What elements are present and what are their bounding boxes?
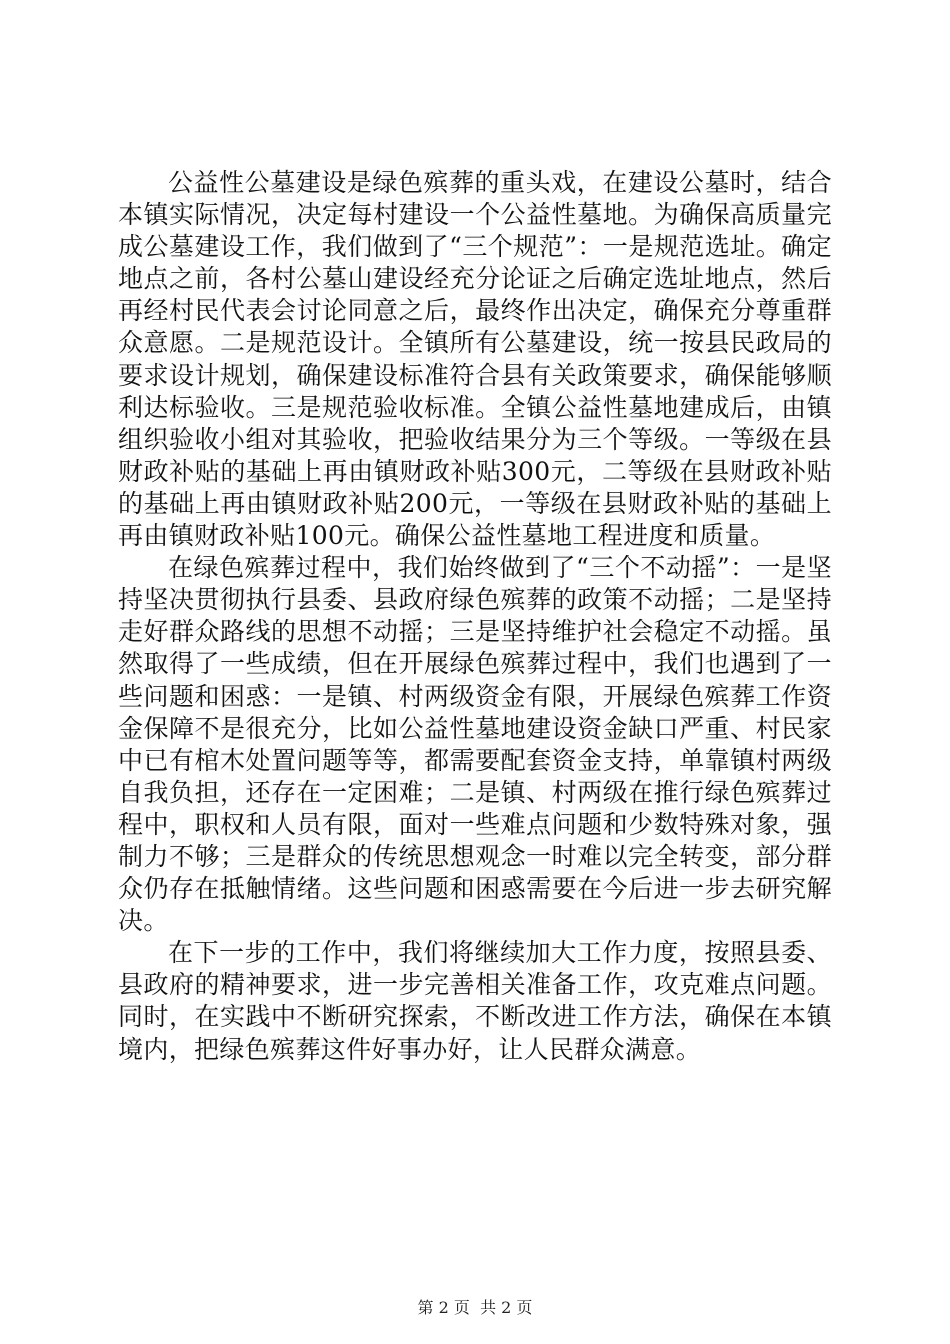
paragraph: 在下一步的工作中，我们将继续加大工作力度，按照县委、县政府的精神要求，进一步完善相关准备工作，攻克难点问题。同时，在实践中不断研究探索，不断改进工作方法，确保在本镇境内，把绿色殡葬这件好事办好，让人民群众满意。 [118, 938, 832, 1064]
page-footer [0, 1298, 950, 1318]
paragraph: 公益性公墓建设是绿色殡葬的重头戏，在建设公墓时，结合本镇实际情况，决定每村建设一个公益性墓地。为确保高质量完成公墓建设工作，我们做到了“三个规范”：一是规范选址。确定地点之前，各村公墓山建设经充分论证之后确定选址地点，然后再经村民代表会讨论同意之后，最终作出决定，确保充分尊重群众意愿。二是规范设计。全镇所有公墓建设，统一按县民政局的要求设计规划，确保建设标准符合县有关政策要求，确保能够顺利达标验收。三是规范验收标准。全镇公益性墓地建成后，由镇组织验收小组对其验收，把验收结果分为三个等级。一等级在县财政补贴的基础上再由镇财政补贴300元，二等级在县财政补贴的基础上再由镇财政补贴200元，一等级在县财政补贴的基础上再由镇财政补贴100元。确保公益性墓地工程进度和质量。 [118, 168, 832, 551]
paragraph: 在绿色殡葬过程中，我们始终做到了“三个不动摇”：一是坚持坚决贯彻执行县委、县政府绿色殡葬的政策不动摇；二是坚持走好群众路线的思想不动摇；三是坚持维护社会稳定不动摇。虽然取得了一些成绩，但在开展绿色殡葬过程中，我们也遇到了一些问题和困惑：一是镇、村两级资金有限，开展绿色殡葬工作资金保障不是很充分，比如公益性墓地建设资金缺口严重、村民家中已有棺木处置问题等等，都需要配套资金支持，单靠镇村两级自我负担，还存在一定困难；二是镇、村两级在推行绿色殡葬过程中，职权和人员有限，面对一些难点问题和少数特殊对象，强制力不够；三是群众的传统思想观念一时难以完全转变，部分群众仍存在抵触情绪。这些问题和困惑需要在今后进一步去研究解决。 [118, 553, 832, 936]
document-body [118, 167, 832, 1066]
page-number-label: 第 2 页 共 2 页 [417, 1298, 533, 1317]
